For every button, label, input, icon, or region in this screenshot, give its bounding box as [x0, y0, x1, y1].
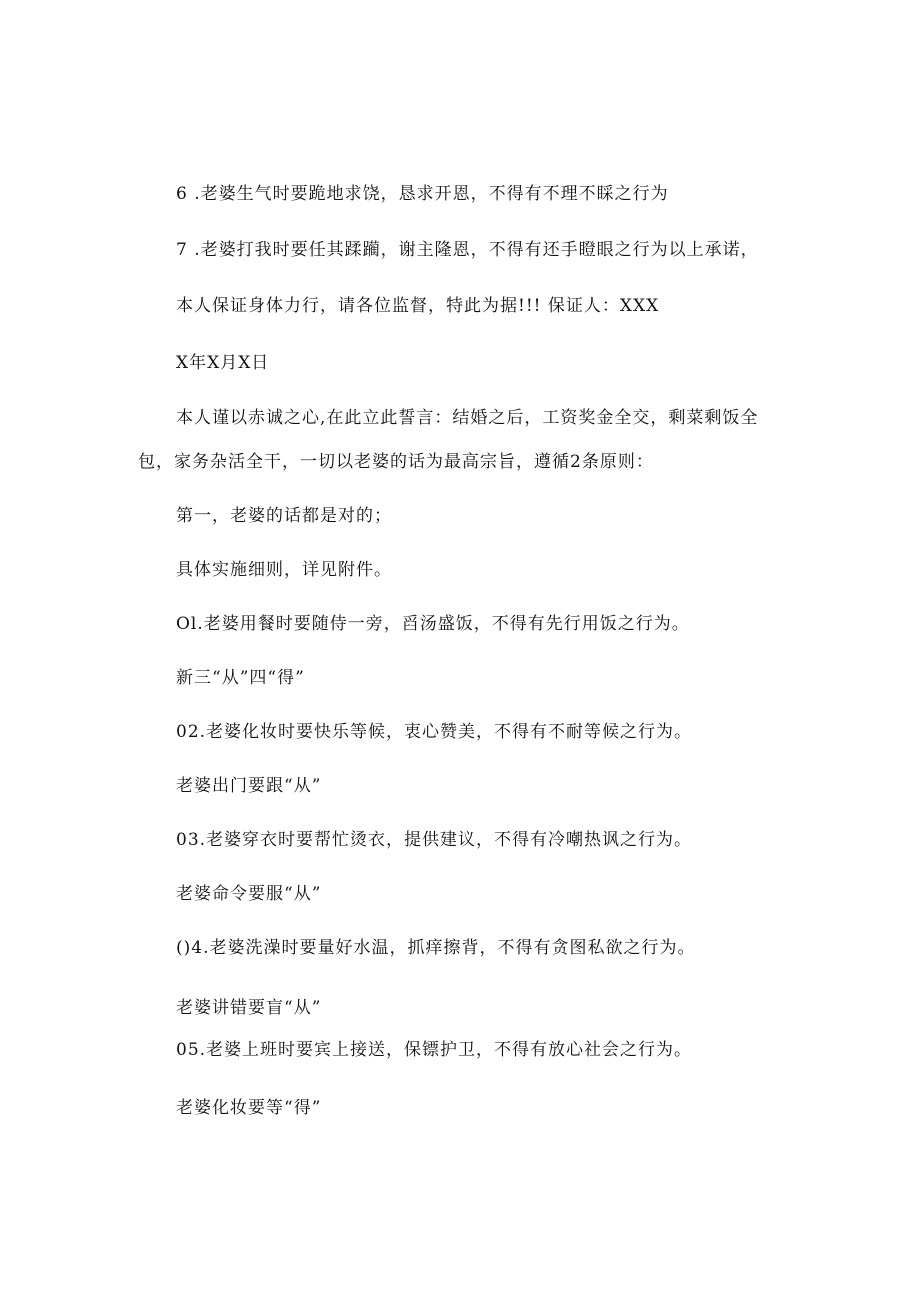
obey-command-line: 老婆命令要服“从”: [176, 884, 322, 904]
oath-line-1: 本人谨以赤诚之心,在此立此誓言：结婚之后，工资奖金全交，剩菜剩饭全: [176, 408, 759, 428]
rule-7-line: 7 .老婆打我时要任其蹂躏，谢主隆恩，不得有还手瞪眼之行为以上承诺，: [176, 240, 759, 260]
rule-03-line: 03.老婆穿衣时要帮忙烫衣，提供建议，不得有冷嘲热讽之行为。: [176, 830, 693, 850]
rule-04-line: ()4.老婆洗澡时要量好水温，抓痒擦背，不得有贪图私欲之行为。: [176, 938, 696, 958]
follow-out-line: 老婆出门要跟“从”: [176, 776, 322, 796]
wait-makeup-line: 老婆化妆要等“得”: [176, 1098, 322, 1118]
blind-follow-line: 老婆讲错要盲“从”: [176, 998, 322, 1018]
details-line: 具体实施细则，详见附件。: [176, 560, 392, 580]
guarantee-line: 本人保证身体力行，请各位监督，特此为据!!! 保证人：XXX: [176, 296, 660, 316]
rule-05-line: 05.老婆上班时要宾上接送，保镖护卫，不得有放心社会之行为。: [176, 1040, 693, 1060]
rule-02-line: 02.老婆化妆时要快乐等候，衷心赞美，不得有不耐等候之行为。: [176, 722, 693, 742]
oath-line-2: 包，家务杂活全干，一切以老婆的话为最高宗旨，遵循2条原则：: [138, 452, 654, 472]
principle-one-line: 第一，老婆的话都是对的；: [176, 506, 392, 526]
date-line: X年X月X日: [176, 353, 270, 373]
rule-01-line: Ol.老婆用餐时要随侍一旁，舀汤盛饭，不得有先行用饭之行为。: [176, 614, 690, 634]
rule-6-line: 6 .老婆生气时要跪地求饶，恳求开恩，不得有不理不睬之行为: [176, 184, 669, 204]
section-heading-line: 新三“从”四“得”: [176, 668, 305, 688]
